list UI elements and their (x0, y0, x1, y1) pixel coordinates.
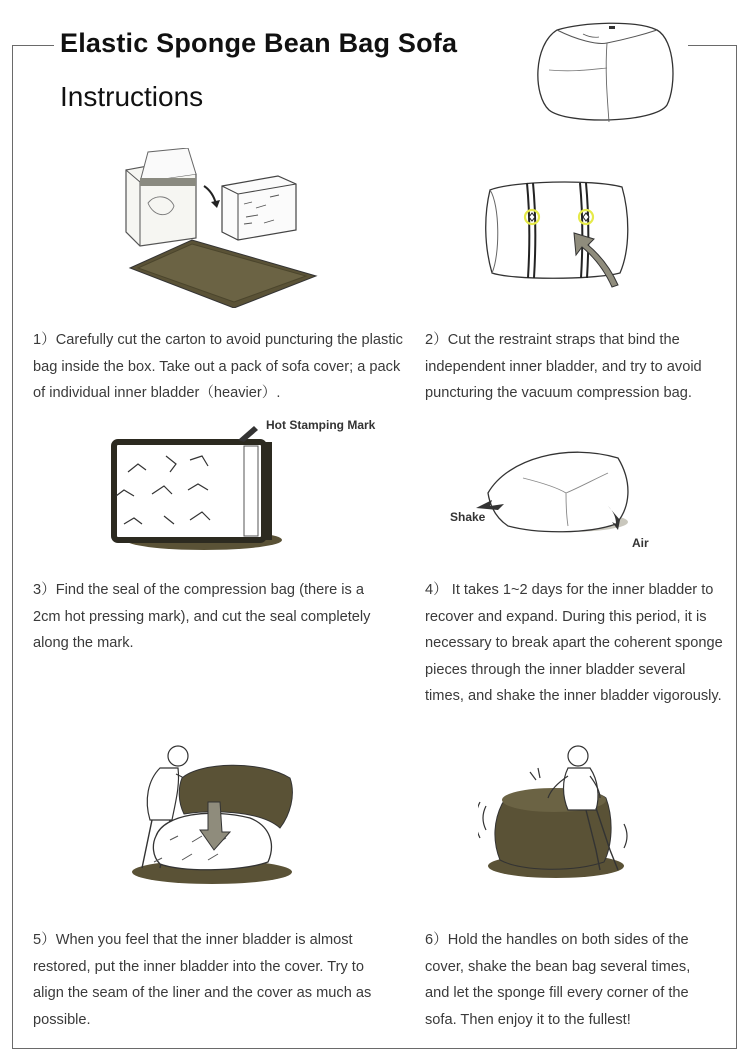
step-5-text: 5）When you feel that the inner bladder is almost restored, put the inner bladder into the cover. Try to align the seam of the liner and the cover as much as possible. (33, 932, 372, 1028)
hot-stamping-mark-label: Hot Stamping Mark (266, 418, 376, 432)
bean-bag-header-illustration (527, 10, 685, 128)
step3-compression-bag-illustration (108, 412, 398, 562)
step-2-text: 2）Cut the restraint straps that bind the independent inner bladder, and try to avoid puncturing the vacuum compression bag. (425, 332, 702, 401)
step6-shake-beanbag-illustration (478, 740, 653, 890)
step-4-text: 4） It takes 1~2 days for the inner bladder to recover and expand. During this period, it is necessary to break apart the coherent sponge pieces through the inner bladder several times, and shake the inner bladder vigorously. (425, 582, 723, 704)
page-subtitle: Instructions (60, 81, 204, 112)
step-3-text: 3）Find the seal of the compression bag (there is a 2cm hot pressing mark), and cut the seal completely along the mark. (33, 582, 371, 651)
frame-top-line-right (688, 45, 737, 46)
step2-cut-straps-illustration (482, 175, 632, 290)
step5-insert-bladder-illustration (120, 740, 300, 890)
step-6-text: 6）Hold the handles on both sides of the cover, shake the bean bag several times, and let the sponge fill every corner of the sofa. Then enjoy it to the fullest! (425, 932, 691, 1028)
step-1-text: 1）Carefully cut the carton to avoid puncturing the plastic bag inside the box. Take out a pack of sofa cover; a pack of individual inner bladder（heavier）. (33, 332, 403, 401)
step4-shake-illustration (448, 438, 658, 556)
page-title: Elastic Sponge Bean Bag Sofa (60, 28, 458, 58)
air-label: Air (632, 536, 649, 550)
frame-top-line-left (12, 45, 54, 46)
shake-label: Shake (450, 510, 486, 524)
step1-unbox-illustration (118, 148, 318, 308)
